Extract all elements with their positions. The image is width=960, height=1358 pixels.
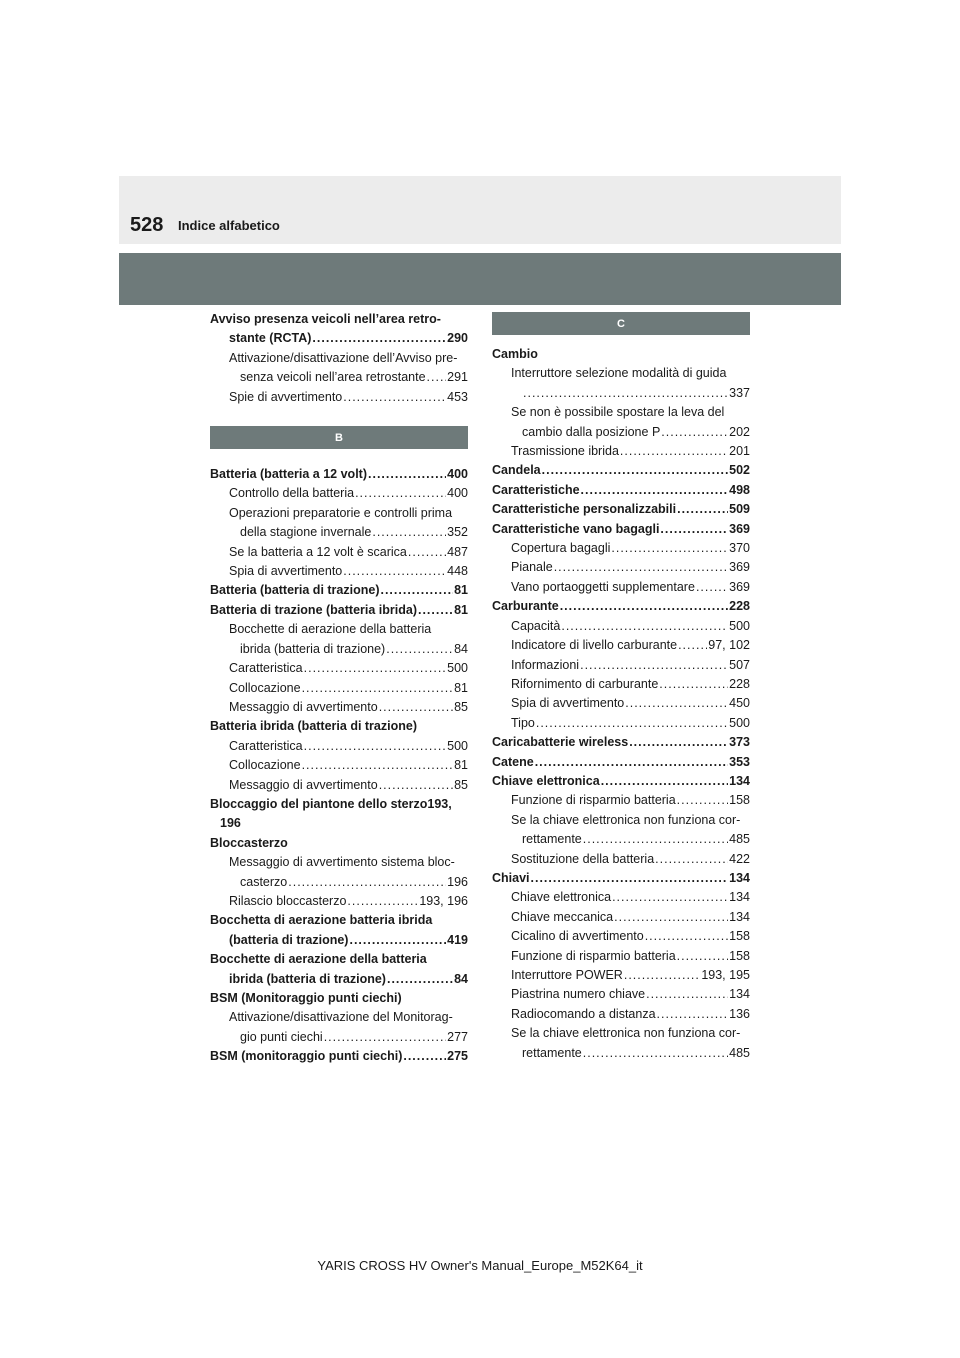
- index-subentry: Indicatore di livello carburante ..... 97, 102: [492, 636, 750, 655]
- index-entry: ibrida (batteria di trazione) ..... 84: [210, 970, 468, 989]
- index-entry: Caratteristiche ..... 498: [492, 481, 750, 500]
- index-entry: Chiave elettronica ..... 134: [492, 772, 750, 791]
- index-subentry: Caratteristica ..... 500: [210, 659, 468, 678]
- index-subentry: Spie di avvertimento ..... 453: [210, 388, 468, 407]
- index-subentry-label: Attivazione/disattivazione dell’Avviso pre-: [229, 350, 458, 365]
- index-entry-label: Cambio: [492, 347, 538, 361]
- index-subentry: Informazioni ..... 507: [492, 656, 750, 675]
- index-subentry: ibrida (batteria di trazione) ..... 84: [210, 640, 468, 659]
- index-subentry: Sostituzione della batteria ..... 422: [492, 850, 750, 869]
- index-entry-label: BSM (Monitoraggio punti ciechi): [210, 991, 402, 1005]
- index-entry: Batteria (batteria a 12 volt) ..... 400: [210, 465, 468, 484]
- index-subentry-label: Interruttore selezione modalità di guida: [511, 366, 727, 381]
- section-banner: [119, 253, 841, 305]
- index-entry: Caratteristiche personalizzabili ..... 509: [492, 500, 750, 519]
- footer-manual-id: YARIS CROSS HV Owner's Manual_Europe_M52K64_it: [317, 1258, 643, 1273]
- index-subentry: Caratteristica ..... 500: [210, 737, 468, 756]
- index-subentry: della stagione invernale ..... 352: [210, 523, 468, 542]
- index-entry: Chiavi ..... 134: [492, 869, 750, 888]
- index-subentry: Rilascio bloccasterzo ..... 193, 196: [210, 892, 468, 911]
- index-subentry: senza veicoli nell’area retrostante ..... 291: [210, 368, 468, 387]
- index-subentry: gio punti ciechi ..... 277: [210, 1028, 468, 1047]
- index-entry: Batteria di trazione (batteria ibrida) ..... 81: [210, 601, 468, 620]
- letter-heading-b: B: [210, 426, 468, 449]
- index-entry: Caratteristiche vano bagagli ..... 369: [492, 520, 750, 539]
- index-subentry-label: Messaggio di avvertimento sistema bloc-: [229, 855, 455, 870]
- index-entry: Catene ..... 353: [492, 753, 750, 772]
- index-subentry: Collocazione ..... 81: [210, 679, 468, 698]
- index-subentry: casterzo ..... 196: [210, 873, 468, 892]
- index-subentry: Controllo della batteria ..... 400: [210, 484, 468, 503]
- index-subentry: Capacità ..... 500: [492, 617, 750, 636]
- index-entry: BSM (monitoraggio punti ciechi) ..... 275: [210, 1047, 468, 1066]
- index-subentry: Funzione di risparmio batteria ..... 158: [492, 947, 750, 966]
- index-subentry-label: Se la chiave elettronica non funziona cor-: [511, 1026, 741, 1041]
- index-subentry: Chiave elettronica ..... 134: [492, 888, 750, 907]
- index-subentry: Pianale ..... 369: [492, 558, 750, 577]
- index-entry-label: Bloccasterzo: [210, 835, 288, 850]
- index-subentry: Spia di avvertimento ..... 448: [210, 562, 468, 581]
- index-entry-pages: 196: [220, 816, 241, 831]
- index-entry-label: Avviso presenza veicoli nell’area retro-: [210, 312, 441, 326]
- index-entry: stante (RCTA) ..... 290: [210, 329, 468, 348]
- index-subentry: ..... 337: [492, 384, 750, 403]
- index-subentry-label: Attivazione/disattivazione del Monitorag-: [229, 1010, 453, 1025]
- index-entry: Caricabatterie wireless ..... 373: [492, 733, 750, 752]
- index-subentry: rettamente ..... 485: [492, 1044, 750, 1063]
- index-subentry-label: Se non è possibile spostare la leva del: [511, 405, 725, 420]
- index-entry-label: Bloccaggio del piantone dello sterzo193,: [210, 796, 452, 811]
- index-subentry: Interruttore POWER ..... 193, 195: [492, 966, 750, 985]
- index-subentry: Spia di avvertimento ..... 450: [492, 694, 750, 713]
- index-subentry: Se la batteria a 12 volt è scarica ..... 487: [210, 543, 468, 562]
- index-subentry-label: Se la chiave elettronica non funziona cor-: [511, 812, 741, 827]
- index-subentry: Tipo ..... 500: [492, 714, 750, 733]
- index-subentry: Chiave meccanica ..... 134: [492, 908, 750, 927]
- index-subentry-label: Operazioni preparatorie e controlli prima: [229, 505, 453, 520]
- index-entry: Candela ..... 502: [492, 461, 750, 480]
- index-entry-label: Bocchetta di aerazione batteria ibrida: [210, 913, 433, 928]
- index-subentry: Messaggio di avvertimento ..... 85: [210, 698, 468, 717]
- index-entry: Carburante ..... 228: [492, 597, 750, 616]
- letter-heading-c: C: [492, 312, 750, 335]
- index-column-left: [210, 310, 468, 1067]
- index-subentry: Piastrina numero chiave ..... 134: [492, 985, 750, 1004]
- index-subentry: Messaggio di avvertimento ..... 85: [210, 776, 468, 795]
- index-subentry: Trasmissione ibrida ..... 201: [492, 442, 750, 461]
- section-title: Indice alfabetico: [178, 218, 280, 233]
- index-subentry: Vano portaoggetti supplementare ..... 369: [492, 578, 750, 597]
- index-subentry-label: Bocchette di aerazione della batteria: [229, 622, 432, 637]
- index-subentry: rettamente ..... 485: [492, 830, 750, 849]
- index-subentry: Cicalino di avvertimento ..... 158: [492, 927, 750, 946]
- index-subentry: Funzione di risparmio batteria ..... 158: [492, 791, 750, 810]
- index-entry: (batteria di trazione) ..... 419: [210, 931, 468, 950]
- index-subentry: Rifornimento di carburante ..... 228: [492, 675, 750, 694]
- index-entry-label: Bocchette di aerazione della batteria: [210, 952, 427, 967]
- index-column-right: [492, 310, 750, 1063]
- index-subentry: Collocazione ..... 81: [210, 756, 468, 775]
- page-number: 528: [130, 214, 164, 236]
- index-subentry: cambio dalla posizione P ..... 202: [492, 423, 750, 442]
- index-subentry: Radiocomando a distanza ..... 136: [492, 1005, 750, 1024]
- index-entry: Batteria (batteria di trazione) ..... 81: [210, 581, 468, 600]
- index-subentry: Copertura bagagli ..... 370: [492, 539, 750, 558]
- index-entry-label: Batteria ibrida (batteria di trazione): [210, 719, 417, 734]
